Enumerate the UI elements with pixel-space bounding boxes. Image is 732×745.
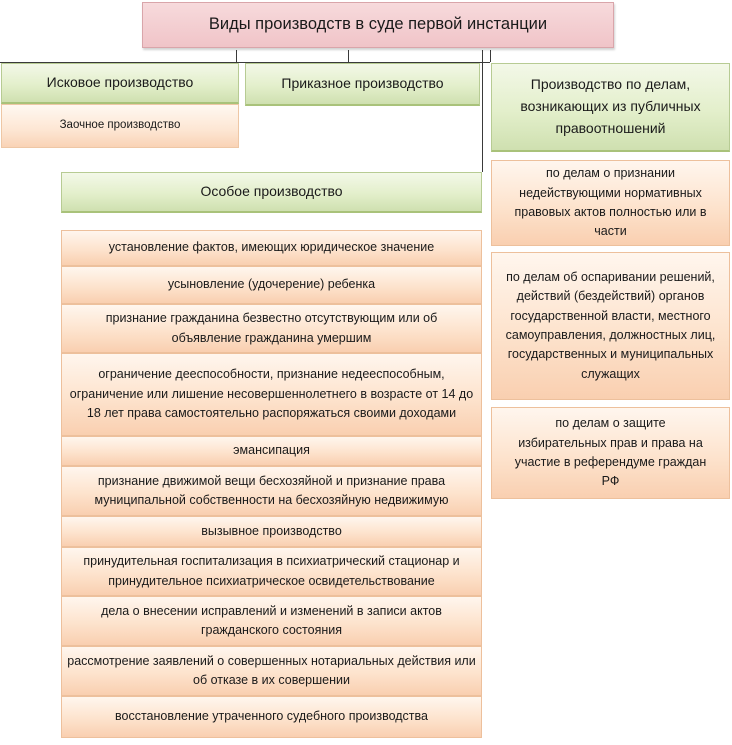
category-publichnye-label: Производство по делам, возникающих из публичных правоотношений — [520, 76, 701, 136]
category-publichnye — [491, 63, 730, 152]
connector-to-publichnye — [490, 50, 491, 62]
special-item — [61, 230, 482, 266]
special-item-text: рассмотрение заявлений о совершенных нотариальных действия или об отказе в их совершении — [67, 653, 476, 687]
special-item-text: ограничение дееспособности, признание недееспособным, ограничение или лишение несовершеннолетнего в возрасте от 14 до 18 лет права самостоятельно распоряжаться своими доходами — [69, 367, 474, 421]
special-item — [61, 596, 482, 646]
connector-to-iskovoe — [236, 50, 237, 64]
special-item-text: вызывное производство — [201, 523, 342, 538]
special-item-text: признание движимой вещи бесхозяйной и признание права муниципальной собственности на бесхозяйную недвижимую — [94, 473, 449, 507]
special-item — [61, 304, 482, 353]
category-osoboe — [61, 172, 482, 213]
category-prikaznoe — [245, 63, 480, 106]
special-item-text: установление фактов, имеющих юридическое значение — [108, 240, 435, 255]
category-iskovoe — [1, 63, 239, 104]
special-item — [61, 547, 482, 596]
special-item — [61, 353, 482, 436]
public-item — [491, 407, 730, 499]
subcategory-zaochnoe — [1, 104, 239, 148]
special-item — [61, 696, 482, 738]
page-title-text: Виды производств в суде первой инстанции — [208, 15, 548, 34]
special-item — [61, 646, 482, 696]
special-item — [61, 466, 482, 516]
special-item-text: принудительная госпитализация в психиатрический стационар и принудительное психиатрическое освидетельствование — [83, 554, 460, 588]
special-item — [61, 516, 482, 547]
special-item-text: усыновление (удочерение) ребенка — [167, 277, 376, 292]
public-item-text: по делам о признании недействующими нормативных правовых актов полностью или в части — [514, 166, 707, 239]
public-item-text: по делам о защите избирательных прав и права на участие в референдуме граждан РФ — [514, 416, 707, 489]
subcategory-zaochnoe-label: Заочное производство — [59, 119, 181, 132]
public-item — [491, 252, 730, 400]
public-item-text: по делам об оспаривании решений, действий (бездействий) органов государственной власти, местного самоуправления, должностных лиц, государственных и муниципальных служащих — [505, 269, 716, 381]
special-item-text: дела о внесении исправлений и изменений в записи актов гражданского состояния — [101, 603, 442, 637]
special-item — [61, 266, 482, 304]
special-item-text: признание гражданина безвестно отсутствующим или об объявление гражданина умершим — [105, 311, 438, 345]
category-prikaznoe-label: Приказное производство — [281, 75, 444, 92]
special-item-text: эмансипация — [233, 443, 310, 458]
special-item — [61, 436, 482, 466]
connector-to-prikaznoe — [348, 50, 349, 64]
public-item — [491, 160, 730, 246]
page-title — [142, 2, 614, 48]
special-item-text: восстановление утраченного судебного производства — [115, 709, 428, 724]
category-iskovoe-label: Исковое производство — [46, 74, 194, 91]
category-osoboe-label: Особое производство — [200, 183, 343, 200]
connector-to-osoboe — [482, 50, 483, 172]
